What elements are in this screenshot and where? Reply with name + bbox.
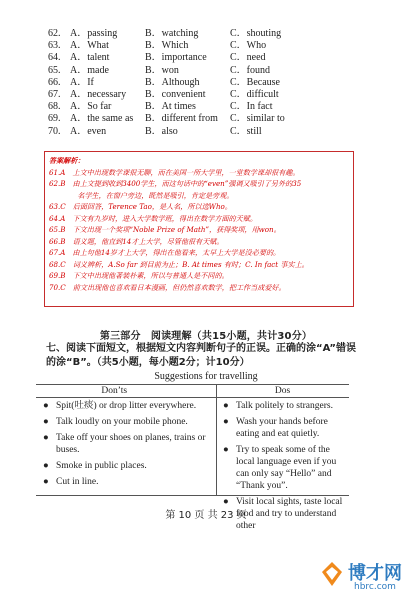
option-row [48, 40, 378, 52]
option-c: C．similar to [230, 113, 285, 125]
option-row [48, 101, 378, 113]
option-row [48, 28, 378, 40]
do-item [220, 444, 347, 492]
option-a: A．If [70, 76, 94, 88]
dont-text: Spit(吐痰) or drop litter everywhere. [56, 401, 197, 411]
donts-column [40, 400, 212, 492]
option-c: C．still [230, 125, 262, 137]
answer-line: 64.A 下文有九岁时，进入大学数学班，得出在数学方面的天赋。 [49, 213, 257, 223]
question-number: 62. [48, 28, 61, 39]
option-row [48, 52, 378, 64]
dont-text: Talk loudly on your mobile phone. [56, 417, 188, 427]
option-row [48, 113, 378, 125]
dont-text: Cut in line. [56, 477, 99, 487]
question-number: 66. [48, 76, 61, 88]
bullet-icon: ● [43, 477, 49, 487]
option-b: B．different from [145, 113, 218, 125]
option-c: C．Who [230, 40, 267, 52]
section-instruction: 七、阅读下面短文，根据短文内容判断句子的正误。正确的涂“A”错误的涂“B”。（共5小题，每小题2分；计10分） [46, 343, 356, 368]
option-a: A．passing [70, 28, 118, 39]
page-footer: 第 10 页 共 23 页 [165, 510, 247, 521]
do-text: Visit local sights, taste local food and try to understand other [236, 497, 343, 531]
do-item [220, 416, 347, 440]
option-c: C．difficult [230, 88, 279, 100]
bullet-icon: ● [223, 417, 229, 427]
bullet-icon: ● [43, 401, 49, 411]
bullet-icon: ● [43, 461, 49, 471]
option-b: B．Which [145, 40, 189, 52]
dont-item [40, 416, 212, 428]
question-number: 68. [48, 101, 61, 113]
question-number: 65. [48, 64, 61, 76]
bullet-icon: ● [223, 401, 229, 411]
dos-header: Dos [274, 386, 291, 396]
logo-brand: 博才网 [348, 563, 402, 584]
option-row [48, 77, 378, 89]
option-b: B．Although [145, 76, 200, 88]
option-c: C．Because [230, 76, 280, 88]
question-number: 69. [48, 113, 61, 125]
question-number: 70. [48, 125, 61, 137]
answer-line: 68.C 词义辨析，A.So far 到目前为止；B. At times 有时；C. In fact 事实上。 [49, 259, 309, 269]
option-b: B．won [145, 64, 179, 76]
option-c: C．In fact [230, 101, 273, 113]
option-b: B．also [145, 125, 178, 137]
do-text: Talk politely to strangers. [236, 401, 333, 411]
answer-line: 61.A 上文中出现数学课很无聊，而在美国一所大学里，一堂数学课却很有趣。 [49, 167, 300, 177]
dont-text: Take off your shoes on planes, trains or buses. [56, 433, 206, 455]
logo-url: hbrc.com [354, 582, 396, 592]
bullet-icon: ● [223, 497, 229, 507]
option-b: B．importance [145, 52, 207, 64]
table-title: Suggestions for travelling [154, 371, 258, 382]
option-row [48, 89, 378, 101]
answer-line: 67.A 由上句他14岁才上大学，得出在他看来，太早上大学是没必要的。 [49, 248, 281, 257]
option-c: C．shouting [230, 28, 282, 39]
bullet-icon: ● [43, 417, 49, 427]
option-a: A．made [70, 64, 109, 76]
column-divider [216, 385, 217, 495]
site-logo [318, 554, 410, 598]
bullet-icon: ● [43, 433, 49, 443]
option-b: B．At times [145, 101, 196, 113]
bullet-icon: ● [223, 445, 229, 455]
option-a: A．even [70, 125, 107, 137]
question-number: 63. [48, 40, 61, 52]
option-a: A．So far [70, 101, 112, 113]
donts-header: Don’ts [101, 386, 128, 396]
dont-item [40, 432, 212, 456]
option-a: A．the same as [70, 113, 134, 125]
option-c: C．need [230, 52, 266, 64]
answer-line: 62.B 由上文提到收到3400学生，而这句话中的“even”强调又吸引了另外的35 [49, 179, 302, 188]
option-b: B．convenient [145, 88, 206, 100]
question-number: 67. [48, 88, 61, 100]
dont-text: Smoke in public places. [56, 461, 147, 471]
header-divider [36, 397, 349, 398]
option-c: C．found [230, 64, 270, 76]
answer-line: 69.B 下文中出现他著装朴素，所以与普通人是不同的。 [49, 271, 229, 280]
dont-item [40, 476, 212, 488]
logo-mark-icon [318, 560, 346, 588]
answer-line: 63.C 后面回答，Terence Tao，是人名，所以选Who。 [49, 202, 232, 211]
option-row [48, 126, 378, 138]
do-text: Try to speak some of the local language even if you can only say “Hello” and “Thank you”. [236, 445, 337, 491]
answer-line: 65.B 下文出现一个奖项“Noble Prize of Math”，获得奖项，用won。 [49, 225, 281, 234]
do-text: Wash your hands before eating and eat quietly. [236, 417, 328, 439]
option-a: A．necessary [70, 88, 127, 100]
answer-line: 名学生，在窗户旁边，既然是吸引，肯定是旁观。 [49, 190, 234, 200]
dont-item [40, 460, 212, 472]
answer-line: 66.B 语义题，他直到14才上大学，尽管他很有天赋。 [49, 236, 224, 246]
options-list [48, 28, 378, 138]
option-b: B．watching [145, 28, 199, 39]
option-a: A．talent [70, 52, 110, 64]
answer-line: 70.C 前文出现他也喜欢看日本漫画，但仍然喜欢数学，把工作当成爱好。 [49, 282, 286, 292]
option-row [48, 65, 378, 77]
question-number: 64. [48, 52, 61, 64]
section-title: 第三部分 阅读理解（共15小题，共计30分） [99, 331, 313, 342]
answer-title: 答案解析： [49, 156, 85, 165]
answer-explanation-box [44, 151, 354, 307]
dont-item [40, 400, 212, 412]
option-a: A．What [70, 40, 109, 52]
do-item [220, 400, 347, 412]
